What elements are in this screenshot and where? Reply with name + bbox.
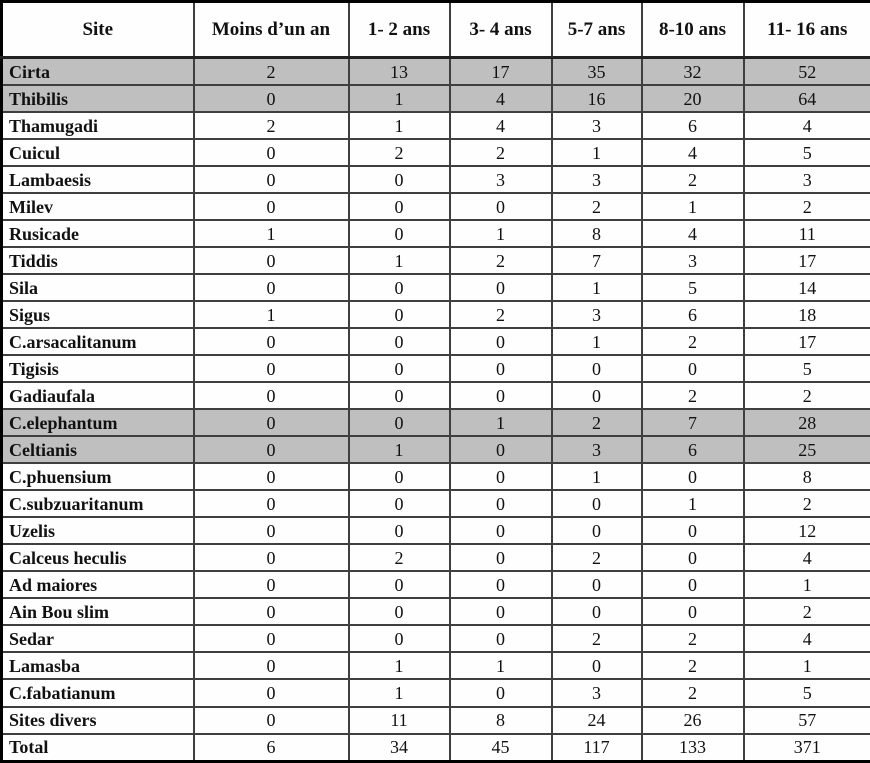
value-cell: 1 [349,85,450,112]
table-row [2,328,870,355]
value-cell: 0 [349,220,450,247]
value-cell: 0 [194,707,349,734]
value-cell: 7 [642,409,744,436]
value-cell: 13 [349,58,450,86]
value-cell: 371 [744,734,870,762]
value-cell: 0 [349,166,450,193]
value-cell: 3 [552,679,642,706]
value-cell: 0 [552,355,642,382]
value-cell: 117 [552,734,642,762]
site-name-cell: Tiddis [2,247,194,274]
site-name-cell: Milev [2,193,194,220]
site-name-cell: C.arsacalitanum [2,328,194,355]
value-cell: 0 [552,598,642,625]
value-cell: 6 [194,734,349,762]
value-cell: 0 [642,355,744,382]
value-cell: 18 [744,301,870,328]
value-cell: 17 [744,328,870,355]
table-row [2,409,870,436]
value-cell: 1 [349,652,450,679]
value-cell: 28 [744,409,870,436]
column-header-moins-dun-an: Moins d’un an [194,2,349,58]
value-cell: 133 [642,734,744,762]
value-cell: 0 [349,490,450,517]
value-cell: 0 [349,463,450,490]
value-cell: 11 [349,707,450,734]
table-row [2,274,870,301]
value-cell: 0 [450,355,552,382]
value-cell: 0 [450,625,552,652]
value-cell: 0 [194,436,349,463]
value-cell: 5 [744,679,870,706]
value-cell: 12 [744,517,870,544]
value-cell: 0 [450,490,552,517]
value-cell: 3 [552,112,642,139]
site-name-cell: Gadiaufala [2,382,194,409]
table-row [2,112,870,139]
value-cell: 0 [194,463,349,490]
value-cell: 4 [744,625,870,652]
table-row [2,85,870,112]
value-cell: 4 [744,544,870,571]
column-header-11-16-ans: 11- 16 ans [744,2,870,58]
value-cell: 0 [642,544,744,571]
table-row [2,58,870,86]
table-row [2,571,870,598]
value-cell: 57 [744,707,870,734]
value-cell: 0 [194,571,349,598]
site-name-cell: Sites divers [2,707,194,734]
value-cell: 0 [194,598,349,625]
value-cell: 0 [194,679,349,706]
table-row [2,490,870,517]
value-cell: 4 [450,85,552,112]
value-cell: 3 [552,301,642,328]
site-name-cell: C.subzuaritanum [2,490,194,517]
table-row [2,139,870,166]
value-cell: 11 [744,220,870,247]
table-row [2,463,870,490]
value-cell: 3 [552,436,642,463]
value-cell: 3 [552,166,642,193]
value-cell: 0 [450,544,552,571]
value-cell: 0 [194,328,349,355]
value-cell: 0 [194,382,349,409]
table-row [2,301,870,328]
value-cell: 4 [744,112,870,139]
site-name-cell: C.elephantum [2,409,194,436]
value-cell: 64 [744,85,870,112]
site-name-cell: Thamugadi [2,112,194,139]
value-cell: 0 [552,490,642,517]
table-row [2,166,870,193]
value-cell: 2 [349,139,450,166]
value-cell: 2 [642,652,744,679]
value-cell: 4 [642,139,744,166]
site-name-cell: Cirta [2,58,194,86]
value-cell: 3 [450,166,552,193]
value-cell: 0 [194,193,349,220]
value-cell: 5 [642,274,744,301]
value-cell: 5 [744,355,870,382]
value-cell: 0 [552,652,642,679]
value-cell: 0 [642,571,744,598]
table-row [2,707,870,734]
value-cell: 2 [744,598,870,625]
site-name-cell: Calceus heculis [2,544,194,571]
value-cell: 0 [552,571,642,598]
value-cell: 2 [642,625,744,652]
table-row [2,355,870,382]
value-cell: 1 [194,301,349,328]
table-row [2,652,870,679]
value-cell: 0 [349,193,450,220]
value-cell: 2 [552,625,642,652]
value-cell: 1 [552,328,642,355]
value-cell: 16 [552,85,642,112]
value-cell: 1 [642,193,744,220]
value-cell: 8 [744,463,870,490]
table-header [2,2,870,58]
site-name-cell: Thibilis [2,85,194,112]
value-cell: 0 [349,625,450,652]
value-cell: 35 [552,58,642,86]
site-name-cell: Total [2,734,194,762]
value-cell: 0 [194,544,349,571]
value-cell: 24 [552,707,642,734]
value-cell: 1 [552,463,642,490]
value-cell: 0 [194,490,349,517]
value-cell: 2 [194,112,349,139]
value-cell: 0 [450,517,552,544]
value-cell: 1 [642,490,744,517]
value-cell: 0 [194,517,349,544]
table-row [2,544,870,571]
value-cell: 2 [642,382,744,409]
value-cell: 0 [349,382,450,409]
value-cell: 1 [349,679,450,706]
value-cell: 0 [349,517,450,544]
value-cell: 2 [349,544,450,571]
value-cell: 2 [642,166,744,193]
value-cell: 6 [642,301,744,328]
value-cell: 0 [349,409,450,436]
value-cell: 52 [744,58,870,86]
value-cell: 2 [552,409,642,436]
site-name-cell: Ain Bou slim [2,598,194,625]
value-cell: 0 [194,625,349,652]
value-cell: 1 [450,220,552,247]
table-row [2,625,870,652]
table-row [2,517,870,544]
value-cell: 6 [642,112,744,139]
value-cell: 8 [552,220,642,247]
value-cell: 2 [450,247,552,274]
value-cell: 3 [744,166,870,193]
column-header-1-2-ans: 1- 2 ans [349,2,450,58]
value-cell: 1 [552,274,642,301]
site-name-cell: Cuicul [2,139,194,166]
value-cell: 17 [450,58,552,86]
site-name-cell: Sedar [2,625,194,652]
table-row [2,220,870,247]
value-cell: 0 [450,382,552,409]
header-row [2,2,870,58]
column-header-8-10-ans: 8-10 ans [642,2,744,58]
value-cell: 2 [552,544,642,571]
value-cell: 2 [642,679,744,706]
site-name-cell: Sila [2,274,194,301]
value-cell: 0 [349,301,450,328]
value-cell: 0 [194,166,349,193]
value-cell: 0 [552,517,642,544]
value-cell: 20 [642,85,744,112]
value-cell: 0 [194,274,349,301]
value-cell: 1 [744,652,870,679]
value-cell: 0 [450,193,552,220]
value-cell: 0 [450,571,552,598]
value-cell: 0 [642,517,744,544]
value-cell: 25 [744,436,870,463]
value-cell: 0 [642,598,744,625]
value-cell: 0 [450,328,552,355]
value-cell: 2 [642,328,744,355]
site-name-cell: C.fabatianum [2,679,194,706]
value-cell: 0 [349,355,450,382]
value-cell: 1 [744,571,870,598]
table-body [2,58,870,762]
table-row [2,598,870,625]
value-cell: 0 [450,598,552,625]
site-name-cell: Sigus [2,301,194,328]
table-row [2,734,870,762]
value-cell: 0 [194,85,349,112]
value-cell: 1 [349,112,450,139]
value-cell: 0 [349,328,450,355]
value-cell: 0 [349,274,450,301]
value-cell: 0 [450,463,552,490]
value-cell: 0 [194,247,349,274]
table-row [2,193,870,220]
table-row [2,436,870,463]
value-cell: 0 [642,463,744,490]
value-cell: 32 [642,58,744,86]
site-name-cell: Lambaesis [2,166,194,193]
value-cell: 17 [744,247,870,274]
value-cell: 0 [450,436,552,463]
value-cell: 2 [744,193,870,220]
value-cell: 1 [194,220,349,247]
site-name-cell: Tigisis [2,355,194,382]
site-name-cell: Celtianis [2,436,194,463]
value-cell: 2 [744,490,870,517]
value-cell: 4 [642,220,744,247]
value-cell: 2 [194,58,349,86]
value-cell: 34 [349,734,450,762]
column-header-5-7-ans: 5-7 ans [552,2,642,58]
value-cell: 0 [349,598,450,625]
value-cell: 14 [744,274,870,301]
column-header-3-4-ans: 3- 4 ans [450,2,552,58]
value-cell: 4 [450,112,552,139]
value-cell: 1 [450,652,552,679]
value-cell: 7 [552,247,642,274]
value-cell: 0 [194,139,349,166]
column-header-site: Site [2,2,194,58]
value-cell: 3 [642,247,744,274]
value-cell: 0 [349,571,450,598]
site-name-cell: Uzelis [2,517,194,544]
value-cell: 1 [349,436,450,463]
value-cell: 0 [194,409,349,436]
value-cell: 26 [642,707,744,734]
value-cell: 5 [744,139,870,166]
site-name-cell: Lamasba [2,652,194,679]
value-cell: 0 [450,274,552,301]
value-cell: 2 [744,382,870,409]
value-cell: 2 [552,193,642,220]
table-row [2,247,870,274]
value-cell: 2 [450,139,552,166]
site-name-cell: Rusicade [2,220,194,247]
value-cell: 8 [450,707,552,734]
table-row [2,679,870,706]
value-cell: 2 [450,301,552,328]
value-cell: 0 [450,679,552,706]
value-cell: 1 [349,247,450,274]
value-cell: 6 [642,436,744,463]
site-name-cell: Ad maiores [2,571,194,598]
value-cell: 1 [450,409,552,436]
table-row [2,382,870,409]
value-cell: 0 [552,382,642,409]
value-cell: 1 [552,139,642,166]
value-cell: 0 [194,355,349,382]
value-cell: 0 [194,652,349,679]
site-name-cell: C.phuensium [2,463,194,490]
value-cell: 45 [450,734,552,762]
